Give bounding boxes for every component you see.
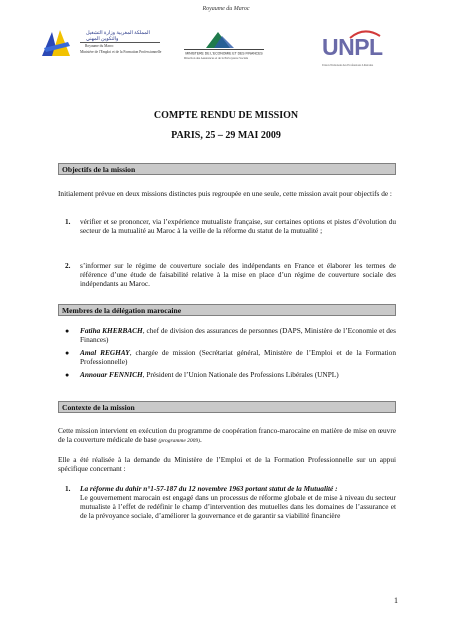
section-header-objectifs [58, 163, 396, 175]
page-number: 1 [394, 596, 398, 605]
logo-arabic-text: المملكة المغربية وزارة التشغيل والتكوين المهني [86, 31, 150, 42]
member-role: , Président de l’Union Nationale des Professions Libérales (UNPL) [142, 370, 339, 379]
section-title: Objectifs de la mission [62, 165, 136, 174]
kingdom-header: Royaume du Maroc [202, 6, 250, 12]
ministry-finance-emblem-icon [182, 30, 266, 56]
reform-title: La réforme du dahir n°1-57-187 du 12 novembre 1963 portant statut de la Mutualité : [80, 484, 338, 493]
member-name: Annouar FENNICH [80, 370, 143, 379]
bullet-icon: ● [65, 371, 70, 379]
list-number: 1. [65, 484, 71, 493]
reform-text: Le gouvernement marocain est engagé dans un processus de réforme globale et de mise à niveau du secteur mutualiste à l’effet de redéfinir le champ d’intervention des mutuelles dans les domaines de l’assurance et de la prévoyance sociale, d’améliorer la gouvernance et de garantir sa viabilité financière [80, 493, 396, 520]
contexte-paragraph-1 [58, 426, 396, 446]
document-title: COMPTE RENDU DE MISSION [153, 110, 299, 121]
ministry-employment-logo [40, 28, 165, 62]
bullet-icon: ● [65, 349, 70, 357]
logo-divider [80, 42, 160, 43]
programme-note: (programme 2009) [158, 438, 200, 444]
objective-item: s’informer sur le régime de couverture sociale des indépendants en France et élaborer les termes de référence d’une étude de faisabilité relative à la mise en place d’un régime de couverture sociale des indépendants au Maroc. [80, 261, 396, 288]
member-name: Amal REGHAY [80, 348, 130, 357]
logo-kingdom-text: Royaume du Maroc [85, 44, 114, 48]
objective-item: vérifier et se prononcer, via l’expérience mutualiste française, sur certaines options et pistes d’évolution du secteur de la mutualité au Maroc à la veille de la réforme du statut de la mutualité ; [80, 217, 396, 235]
list-number: 2. [65, 261, 71, 270]
bullet-icon: ● [65, 327, 70, 335]
unpl-logo [318, 30, 396, 70]
unpl-subtitle: Union Nationale des Professions Libérales [322, 63, 374, 67]
contexte-text: Cette mission intervient en exécution du programme de coopération franco-marocaine en matière de mise en œuvre de la couverture médicale de base [58, 426, 396, 444]
logo-finance-subtitle: Direction des Assurances et de la Prévoyance Sociale [184, 56, 249, 60]
ministry-employment-emblem-icon [40, 28, 74, 58]
unpl-wordmark: UNPL [322, 34, 383, 60]
logo-ministry-text: Ministère de l'Emploi et de la Formation Professionnelle [80, 50, 162, 54]
member-role: , chef de division des assurances de personnes (DAPS, Ministère de l’Economie et des Finances) [80, 326, 396, 344]
objectifs-intro: Initialement prévue en deux missions distinctes puis regroupée en une seule, cette mission avait pour objectifs de : [58, 189, 392, 198]
ministry-finance-logo [182, 30, 266, 66]
reform-item [80, 484, 396, 520]
member-name: Fatiha KHERBACH [80, 326, 143, 335]
document-subtitle: PARIS, 25 – 29 MAI 2009 [171, 130, 281, 141]
contexte-paragraph-2: Elle a été réalisée à la demande du Ministère de l’Emploi et de la Formation Professionnelle sur un appui spécifique concernant : [58, 455, 396, 473]
member-item [80, 348, 396, 366]
logo-finance-title: MINISTERE DE L'ECONOMIE ET DES FINANCES [185, 51, 263, 56]
member-role: , chargée de mission (Secrétariat général, Ministère de l’Emploi et de la Formation Professionnelle) [80, 348, 396, 366]
section-header-contexte [58, 401, 396, 413]
section-header-membres [58, 304, 396, 316]
list-number: 1. [65, 217, 71, 226]
section-title: Contexte de la mission [62, 403, 135, 412]
section-title: Membres de la délégation marocaine [62, 306, 182, 315]
period: . [200, 435, 202, 444]
member-item [80, 326, 396, 344]
member-item [80, 370, 396, 379]
